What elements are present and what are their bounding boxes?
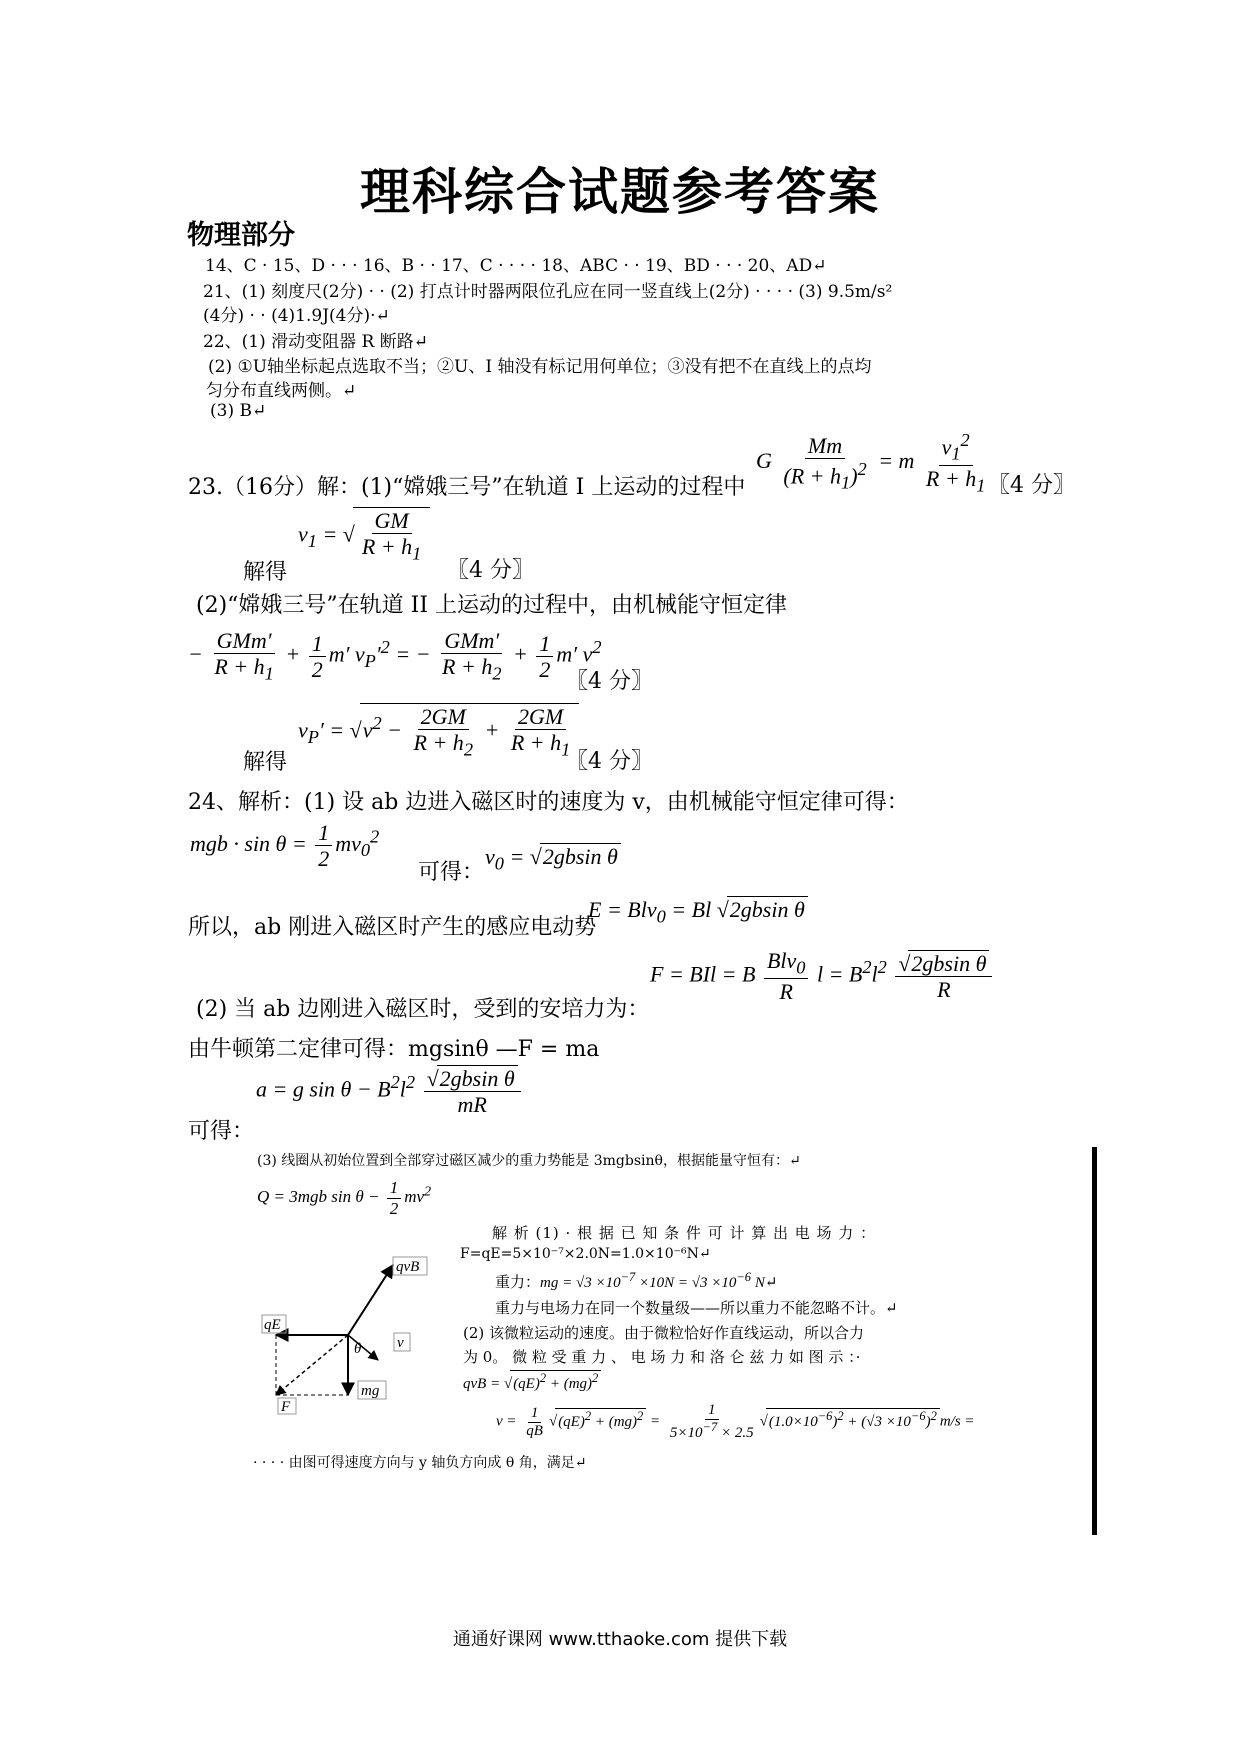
q22-line3: 匀分布直线两侧。↵ — [206, 381, 357, 401]
jiexi-last: · · · · 由图可得速度方向与 y 轴负方向成 θ 角，满足↵ — [253, 1455, 587, 1471]
label-v: v — [397, 1335, 404, 1351]
formula-ampere-force: F = BIl = B $\frac{Blv_0}{R}$ $l = B^2l^2$ $\frac{\text{√2gbsin θ}}{R}$ — [650, 948, 995, 1005]
q23-part2: (2)“嫦娥三号”在轨道 II 上运动的过程中，由机械能守恒定律 — [196, 593, 788, 618]
q23-jiede2: 解得 — [243, 750, 288, 775]
qvb-arrow — [348, 1265, 393, 1335]
q24-emf: 所以，ab 刚进入磁区时产生的感应电动势 — [188, 915, 597, 940]
formula-q: Q = 3mgb sin θ − $\frac{1}{2}$ $mv^2$ — [257, 1178, 432, 1218]
force-diagram — [258, 1255, 458, 1415]
q24-newton: 由牛顿第二定律可得：mgsinθ —F = ma — [188, 1037, 600, 1062]
q23-score1: 〖4 分〗 — [988, 473, 1075, 498]
formula-mgb: mgb · sin θ = $\frac{1}{2}$ $mv_0^2$ — [190, 820, 380, 872]
formula-emf: E = Blv$_0$ = Bl √2gbsin θ — [588, 896, 808, 927]
label-qvb: qvB — [396, 1259, 420, 1275]
page-title: 理科综合试题参考答案 — [360, 163, 880, 221]
jiexi-same: 重力与电场力在同一个数量级——所以重力不能忽略不计。↵ — [495, 1299, 898, 1317]
q23-score2: 〖4 分〗 — [447, 558, 534, 583]
q21-line1: 21、(1) 刻度尺(2分) · · (2) 打点计时器两限位孔应在同一竖直线上(2分) · · · · (3) 9.5m/s² — [203, 282, 893, 302]
jiexi-f: F=qE=5×10⁻⁷×2.0N=1.0×10⁻⁶N↵ — [460, 1246, 711, 1262]
jiexi-gravity-label: 重力： — [495, 1273, 541, 1291]
formula-v1: $v_1$ = √ $\frac{GM}{R + h_1}$ — [298, 507, 430, 565]
formula-acceleration: a = g $\sin \theta - B^2l^2$ $\frac{\text{√2gbsin θ}}{mR}$ — [256, 1065, 524, 1118]
label-theta: θ — [354, 1341, 362, 1357]
q23-intro: 23.（16分）解：(1)“嫦娥三号”在轨道 I 上运动的过程中 — [188, 475, 746, 500]
q22-line4: (3) B↵ — [210, 401, 267, 421]
section-heading: 物理部分 — [187, 220, 295, 251]
q24-intro: 24、解析：(1) 设 ab 边进入磁区时的速度为 v，由机械能守恒定律可得： — [188, 790, 909, 815]
q23-jiede1: 解得 — [243, 560, 288, 585]
jiexi-title: 解 析 (1) · 根 据 已 知 条 件 可 计 算 出 电 场 力 ： — [492, 1224, 877, 1242]
q23-score4: 〖4 分〗 — [566, 749, 653, 774]
label-f: F — [281, 1399, 291, 1415]
jiexi-part2a: (2) 该微粒运动的速度。由于微粒恰好作直线运动，所以合力 — [463, 1324, 865, 1342]
label-mg: mg — [361, 1383, 380, 1399]
q22-line2: (2) ①U轴坐标起点选取不当；②U、I 轴没有标记用何单位；③没有把不在直线上的点均 — [208, 357, 872, 377]
formula-energy-conservation: − $\frac{\text{GMm′}}{R + h_1}$ + $\frac{1}{2}$ m′ $v_P'^2$ = − $\frac{\text{GMm′}}{R + h_2}$ + $\frac{1}{2}$ m′ $v^2$ — [188, 628, 602, 684]
q24-kede2: 可得： — [188, 1119, 255, 1144]
label-qe: qE — [264, 1317, 281, 1333]
jiexi-gravity: 重力：mg = $√3 \times 10^{-7} \times 10N = √3 \times 10^{-6}$ N↵ — [495, 1270, 778, 1291]
q21-line2: (4分) · · (4)1.9J(4分)·↵ — [203, 306, 390, 326]
formula-qvb: qvB = √(qE)$^2$ + (mg)$^2$ — [463, 1370, 601, 1393]
footer: 通通好课网 www.tthaoke.com 提供下载 — [452, 1629, 788, 1650]
q24-part2: (2) 当 ab 边刚进入磁区时，受到的安培力为： — [196, 997, 650, 1022]
choice-answers: 14、C · 15、D · · · 16、B · · 17、C · · · · 18、ABC · · 19、BD · · · 20、AD↵ — [205, 256, 827, 276]
q22-line1: 22、(1) 滑动变阻器 R 断路↵ — [203, 332, 428, 352]
formula-v: v = $\frac{1}{qB}$ √(qE)$^2$ + (mg)$^2$ = $\frac{1}{5\times 10^{-7} \times 2.5}$ $√(1.0\times 10^{-6})^2 + (√3 \times 10^{-6})^2$ m/s = — [496, 1402, 975, 1442]
formula-v0: $v_0 = √2gbsin$ θ — [485, 843, 621, 874]
q23-score3: 〖4 分〗 — [566, 669, 653, 694]
q24-part3: (3) 线圈从初始位置到全部穿过磁区减少的重力势能是 3mgbsinθ，根据能量守恒有：↵ — [257, 1153, 801, 1169]
f-arrow — [276, 1335, 348, 1395]
vertical-rule — [1092, 1147, 1097, 1535]
jiexi-part2b: 为 0。 微 粒 受 重 力 、 电 场 力 和 洛 仑 兹 力 如 图 示 ：· — [463, 1348, 861, 1366]
v-arrow — [348, 1335, 378, 1360]
q24-kede1: 可得： — [418, 860, 485, 885]
formula-vp: $v_P' = √v^2$ − $\frac{2GM}{R + h_2}$ + $\frac{2GM}{R + h_1}$ — [298, 703, 579, 761]
formula-gravitation: G $\frac{Mm}{(R + h_1)^2}$ = m $\frac{v_1^2}{R + h_1}$ — [756, 430, 986, 496]
